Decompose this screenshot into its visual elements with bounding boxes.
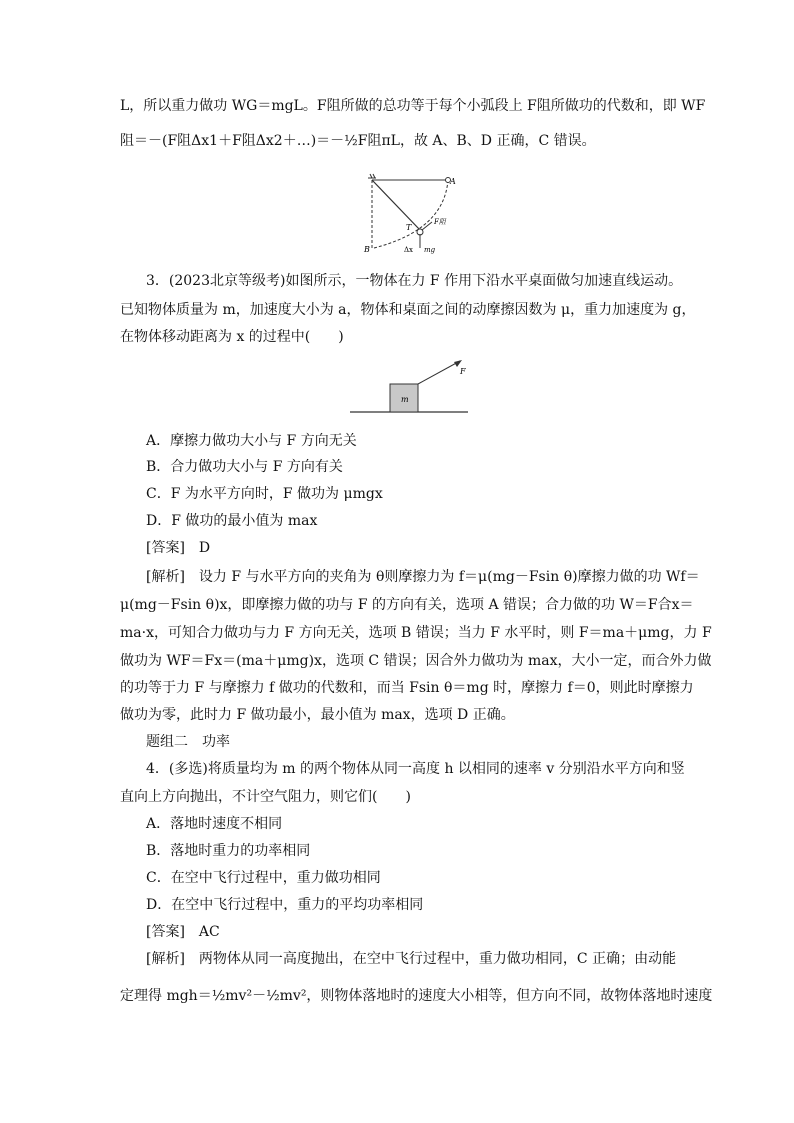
explanation: [解析] 两物体从同一高度抛出，在空中飞行过程中，重力做功相同，C 正确；由动能 <box>146 951 677 967</box>
answer: [答案] D <box>146 540 211 556</box>
question-stem: 已知物体质量为 m，加速度大小为 a，物体和桌面之间的动摩擦因数为 μ，重力加速度为 g， <box>120 302 696 318</box>
label-force: F <box>460 367 466 376</box>
answer: [答案] AC <box>146 924 220 940</box>
label-mg: mg <box>424 246 436 254</box>
text-line: L，所以重力做功 WG＝mgL。F阻所做的总功等于每个小弧段上 F阻所做功的代数和，即 WF <box>120 98 706 114</box>
explanation: [解析] 设力 F 与水平方向的夹角为 θ则摩擦力为 f＝μ(mg－Fsin θ)摩擦力做的功 Wf＝ <box>146 569 700 585</box>
option-c: C．在空中飞行过程中，重力做功相同 <box>146 870 381 886</box>
option-d: D．F 做功的最小值为 max <box>146 513 318 529</box>
option-c: C．F 为水平方向时，F 做功为 μmgx <box>146 486 383 502</box>
text-line: 阻＝－(F阻Δx1＋F阻Δx2＋…)＝－½F阻πL，故 A、B、D 正确，C 错误。 <box>120 133 596 149</box>
explanation: 做功为 WF＝Fx＝(ma＋μmg)x，选项 C 错误；因合外力做功为 max，大小一定，而合外力做 <box>120 653 712 669</box>
explanation: 的功等于力 F 与摩擦力 f 做功的代数和，而当 Fsin θ＝mg 时，摩擦力 f＝0，则此时摩擦力 <box>120 680 694 696</box>
label-a: A <box>450 177 456 186</box>
force-arrow <box>418 361 460 384</box>
question-stem: 在物体移动距离为 x 的过程中( ) <box>120 329 344 345</box>
explanation: 做功为零，此时力 F 做功最小，最小值为 max，选项 D 正确。 <box>120 707 515 723</box>
force-arrowhead <box>454 360 462 367</box>
question-stem: 直向上方向抛出，不计空气阻力，则它们( ) <box>120 789 411 805</box>
arc-path <box>374 180 448 248</box>
option-a: A．落地时速度不相同 <box>146 816 283 832</box>
label-m: m <box>401 395 409 404</box>
pendulum-figure <box>362 172 462 254</box>
drag-arrow <box>422 222 432 230</box>
string-tension <box>372 180 420 230</box>
pivot-support <box>368 174 376 178</box>
label-dx: Δx <box>404 246 414 254</box>
label-f: F阻 <box>434 218 446 226</box>
option-d: D．在空中飞行过程中，重力的平均功率相同 <box>146 897 424 913</box>
section-heading: 题组二 功率 <box>146 734 230 750</box>
option-a: A．摩擦力做功大小与 F 方向无关 <box>146 433 357 449</box>
question-stem: 3．(2023北京等级考)如图所示，一物体在力 F 作用下沿水平桌面做匀加速直线运动。 <box>146 273 683 289</box>
explanation: ma·x，可知合力做功与力 F 方向无关，选项 B 错误；当力 F 水平时，则 F＝ma＋μmg，力 F <box>120 625 712 641</box>
block-figure <box>350 358 470 420</box>
label-t: T <box>406 223 412 232</box>
label-b: B <box>364 245 370 254</box>
explanation: 定理得 mgh＝½mv²－½mv²，则物体落地时的速度大小相等，但方向不同，故物体落地时速度 <box>120 988 713 1004</box>
question-stem: 4．(多选)将质量均为 m 的两个物体从同一高度 h 以相同的速率 v 分别沿水平方向和竖 <box>146 761 685 777</box>
explanation: μ(mg－Fsin θ)x，即摩擦力做的功与 F 的方向有关，选项 A 错误；合力做的功 W＝F合x＝ <box>120 597 694 613</box>
option-b: B．落地时重力的功率相同 <box>146 843 311 859</box>
option-b: B．合力做功大小与 F 方向有关 <box>146 459 343 475</box>
